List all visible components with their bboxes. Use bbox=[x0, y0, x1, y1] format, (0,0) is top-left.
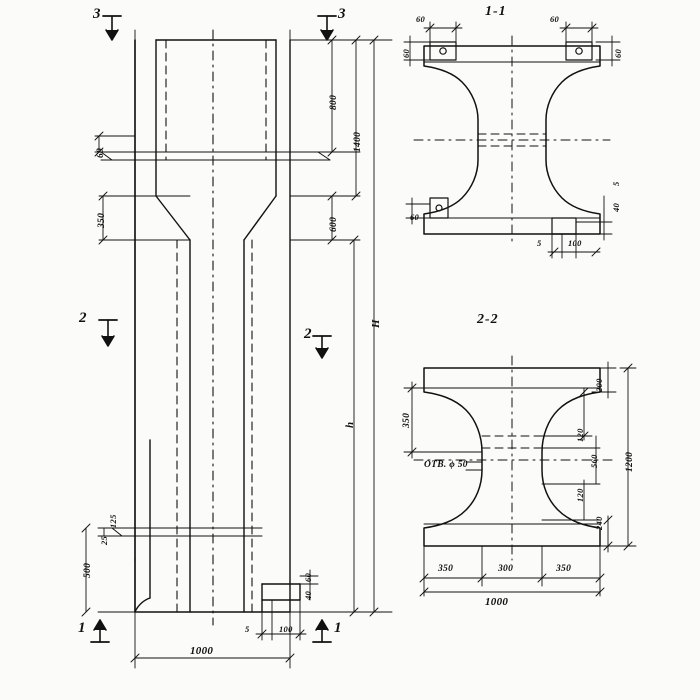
dim-40-bottom: 40 bbox=[303, 590, 313, 600]
s11-dim-60-top-right: 60 bbox=[550, 14, 560, 24]
s11-dim-5-right: 5 bbox=[611, 181, 621, 186]
s22-dim-350-b1: 350 bbox=[438, 564, 454, 574]
s11-dim-60-top-left: 60 bbox=[416, 14, 426, 24]
s22-dim-300-b: 300 bbox=[498, 564, 514, 574]
s11-dim-60-left-v: 60 bbox=[401, 48, 411, 58]
dim-1000-bottom: 1000 bbox=[190, 645, 214, 657]
s11-dim-100-bottom: 100 bbox=[568, 238, 582, 248]
dim-60-bottom: 60 bbox=[303, 572, 313, 582]
dim-5-bottom: 5 bbox=[245, 624, 250, 634]
section-mark-2-left: 2 bbox=[79, 310, 87, 326]
dim-1400: 1400 bbox=[353, 131, 363, 152]
s22-dim-560: 560 bbox=[589, 454, 599, 468]
section-2-2-title: 2-2 bbox=[477, 312, 499, 327]
s22-dim-350-b2: 350 bbox=[556, 564, 572, 574]
s22-hole-note: OTB. ϕ 50 bbox=[424, 460, 468, 470]
dim-125: 125 bbox=[108, 514, 118, 528]
section-1-1-title: 1-1 bbox=[485, 4, 507, 19]
dim-800: 800 bbox=[329, 94, 339, 110]
dim-25: 25 bbox=[99, 535, 109, 545]
dim-100-bottom: 100 bbox=[279, 624, 293, 634]
section-mark-1-right: 1 bbox=[334, 620, 342, 636]
section-mark-2-right: 2 bbox=[304, 326, 312, 342]
s22-dim-1000-b: 1000 bbox=[485, 596, 509, 608]
s22-dim-350-left: 350 bbox=[402, 412, 412, 428]
dim-60-top: 60 bbox=[96, 147, 106, 158]
dim-500: 500 bbox=[83, 562, 93, 578]
s11-dim-5-bottom: 5 bbox=[537, 238, 542, 248]
s22-dim-200: 200 bbox=[594, 378, 604, 392]
s22-dim-1200: 1200 bbox=[625, 451, 635, 472]
s22-dim-120-lower: 120 bbox=[575, 488, 585, 502]
section-mark-3-left: 3 bbox=[93, 6, 101, 22]
section-mark-3-right: 3 bbox=[338, 6, 346, 22]
dim-350: 350 bbox=[97, 212, 107, 228]
s11-dim-60-bottom-left: 60 bbox=[410, 212, 420, 222]
dim-h: h bbox=[344, 421, 356, 428]
section-mark-1-left: 1 bbox=[78, 620, 86, 636]
s11-dim-40-right: 40 bbox=[611, 202, 621, 212]
dim-H: H bbox=[370, 319, 382, 328]
dim-600: 600 bbox=[329, 216, 339, 232]
s22-dim-240: 240 bbox=[594, 516, 604, 530]
s11-dim-60-right-v: 60 bbox=[613, 48, 623, 58]
s22-dim-120-upper: 120 bbox=[575, 428, 585, 442]
